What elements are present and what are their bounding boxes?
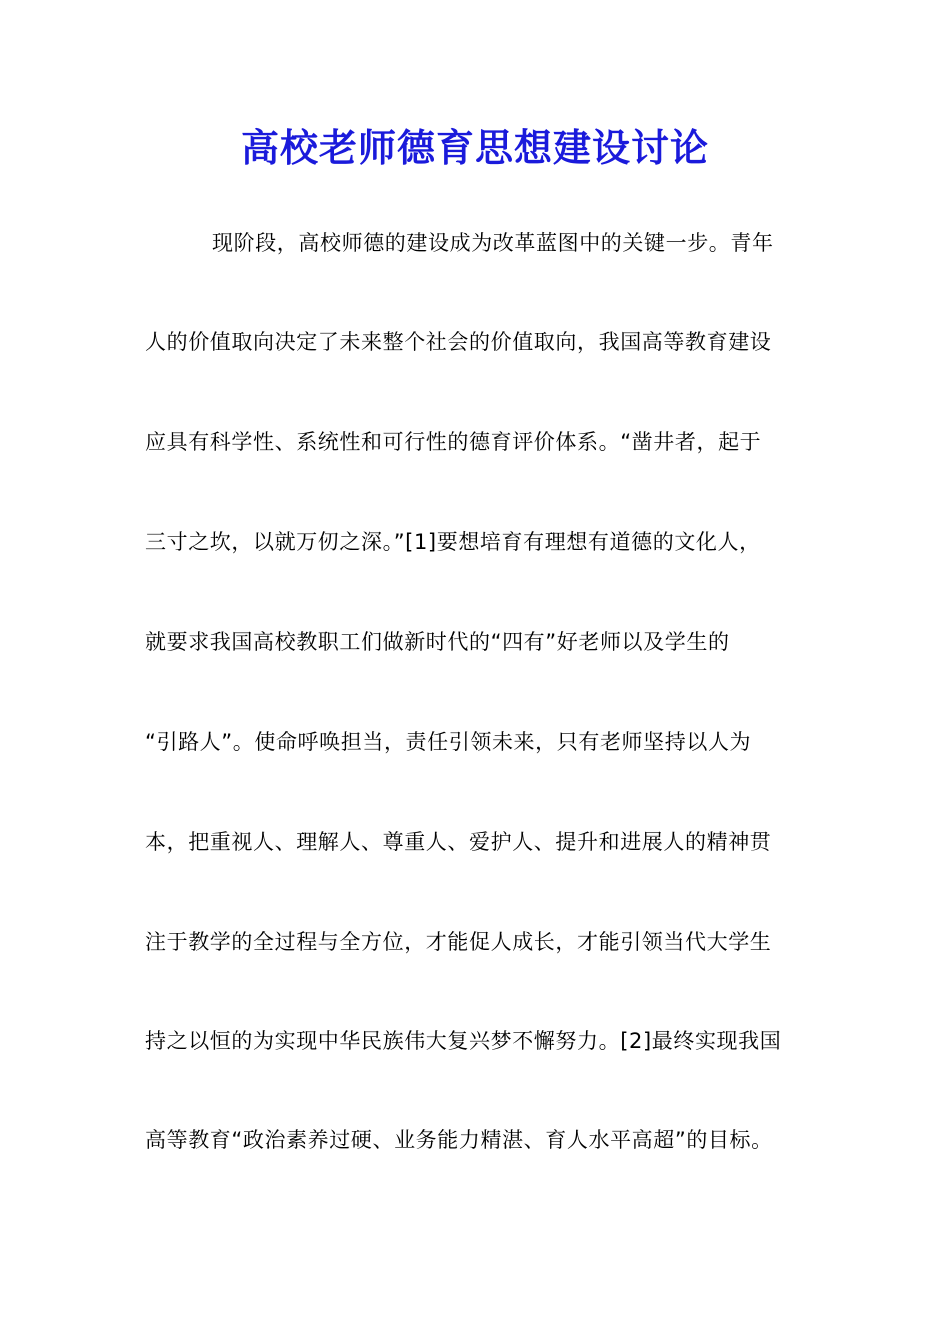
paragraph-line-3: 应具有科学性、系统性和可行性的德育评价体系。“凿井者，起于 <box>145 430 762 454</box>
paragraph-line-6: “引路人”。使命呼唤担当，责任引领未来，只有老师坚持以人为 <box>145 730 752 754</box>
paragraph-line-2: 人的价值取向决定了未来整个社会的价值取向，我国高等教育建设 <box>145 330 772 354</box>
paragraph-line-1: 现阶段，高校师德的建设成为改革蓝图中的关键一步。青年 <box>212 231 774 255</box>
paragraph-line-4: 三寸之坎，以就万仞之深。”[1]要想培育有理想有道德的文化人， <box>145 530 761 554</box>
paragraph-line-9: 持之以恒的为实现中华民族伟大复兴梦不懈努力。[2]最终实现我国 <box>145 1029 782 1053</box>
paragraph-line-7: 本，把重视人、理解人、尊重人、爱护人、提升和进展人的精神贯 <box>145 830 772 854</box>
document-title: 高校老师德育思想建设讨论 <box>240 125 709 170</box>
paragraph-line-10: 高等教育“政治素养过硬、业务能力精湛、育人水平高超”的目标。 <box>145 1128 773 1152</box>
paragraph-line-5: 就要求我国高校教职工们做新时代的“四有”好老师以及学生的 <box>145 630 730 654</box>
paragraph-line-8: 注于教学的全过程与全方位，才能促人成长，才能引领当代大学生 <box>145 930 772 954</box>
